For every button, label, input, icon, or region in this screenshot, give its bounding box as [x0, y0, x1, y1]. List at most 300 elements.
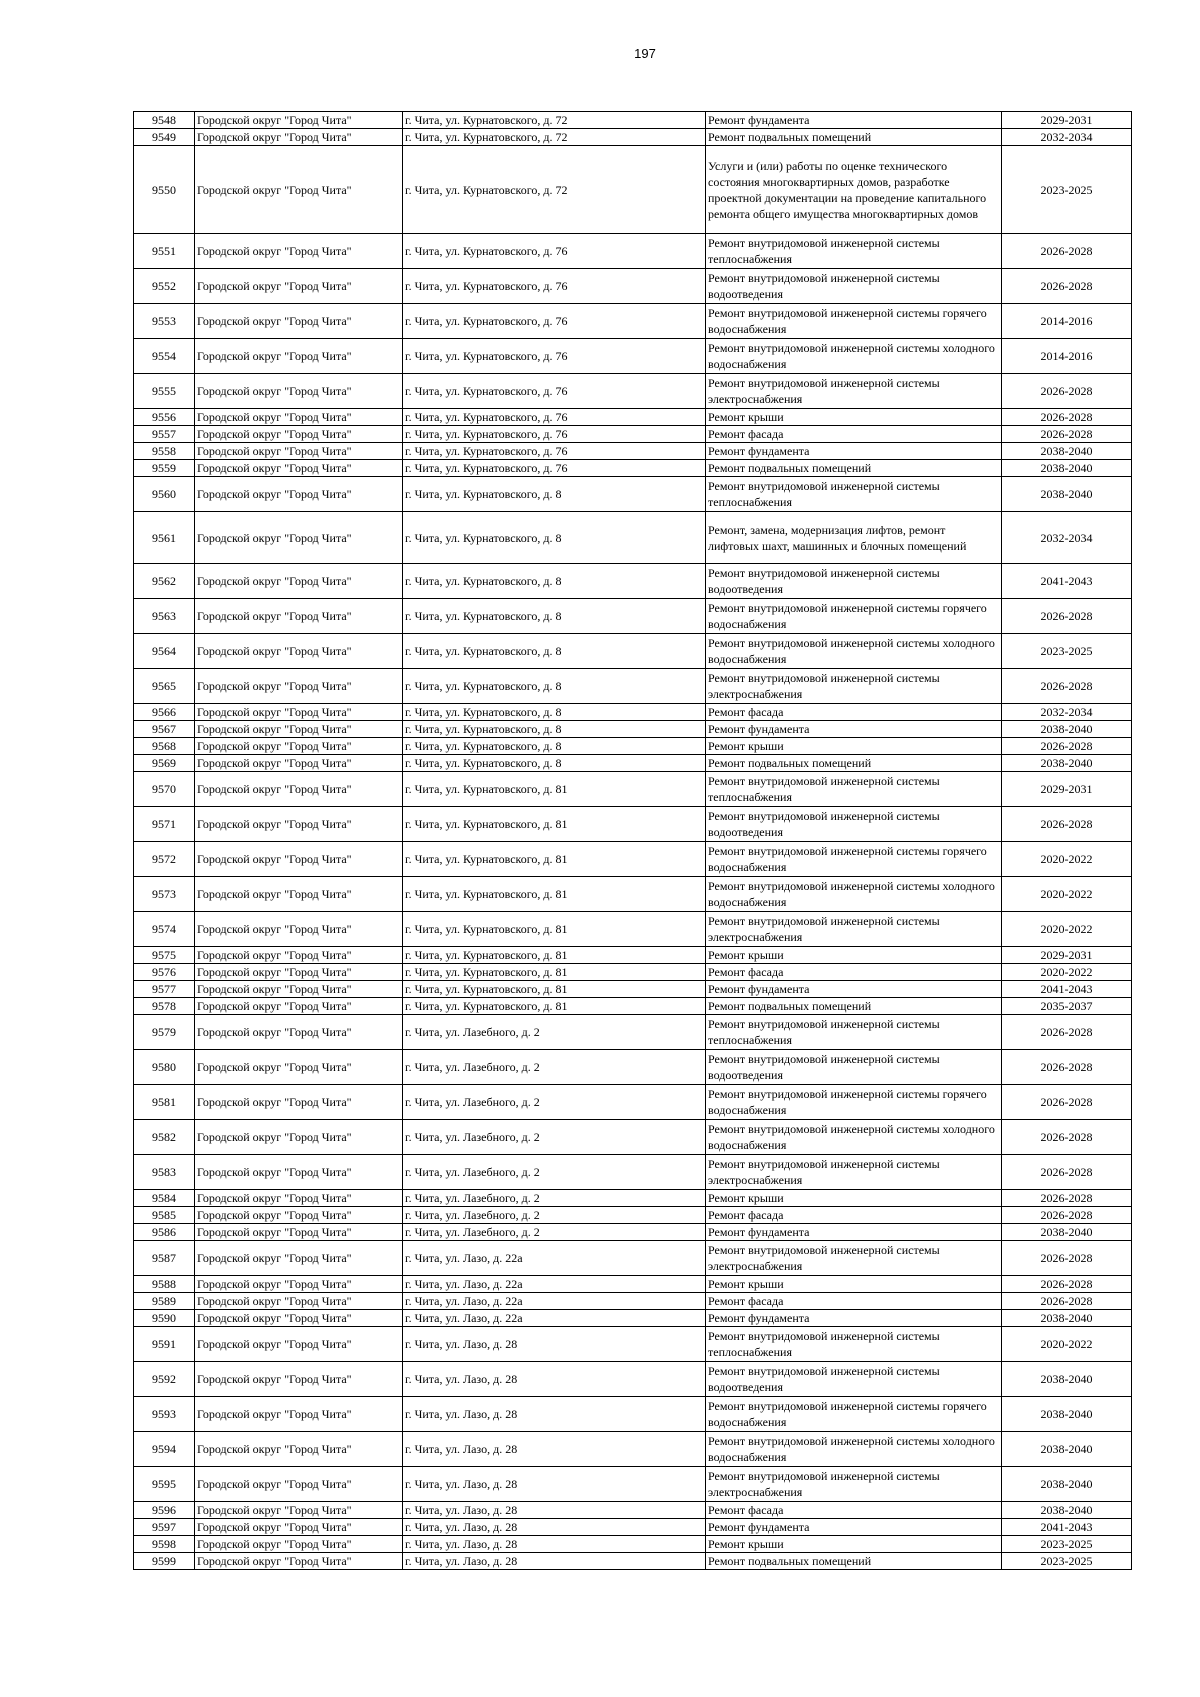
table-row — [134, 1155, 1132, 1190]
address-cell: г. Чита, ул. Курнатовского, д. 81 — [403, 772, 706, 807]
row-number-cell: 9590 — [134, 1310, 195, 1327]
municipality-cell: Городской округ "Город Чита" — [195, 146, 403, 234]
period-cell: 2038-2040 — [1002, 443, 1132, 460]
municipality-cell: Городской округ "Город Чита" — [195, 947, 403, 964]
row-number-cell: 9572 — [134, 842, 195, 877]
work-type-cell: Ремонт внутридомовой инженерной системы холодного водоснабжения — [706, 1120, 1002, 1155]
address-cell: г. Чита, ул. Курнатовского, д. 72 — [403, 146, 706, 234]
period-cell: 2038-2040 — [1002, 1224, 1132, 1241]
table-row — [134, 339, 1132, 374]
table-row — [134, 112, 1132, 129]
municipality-cell: Городской округ "Город Чита" — [195, 1207, 403, 1224]
row-number-cell: 9595 — [134, 1467, 195, 1502]
work-type-cell: Ремонт внутридомовой инженерной системы холодного водоснабжения — [706, 1432, 1002, 1467]
work-type-cell: Ремонт крыши — [706, 1536, 1002, 1553]
address-cell: г. Чита, ул. Курнатовского, д. 76 — [403, 426, 706, 443]
row-number-cell: 9584 — [134, 1190, 195, 1207]
municipality-cell: Городской округ "Город Чита" — [195, 1085, 403, 1120]
period-cell: 2038-2040 — [1002, 755, 1132, 772]
table-row — [134, 409, 1132, 426]
address-cell: г. Чита, ул. Курнатовского, д. 72 — [403, 129, 706, 146]
municipality-cell: Городской округ "Город Чита" — [195, 477, 403, 512]
municipality-cell: Городской округ "Город Чита" — [195, 564, 403, 599]
period-cell: 2026-2028 — [1002, 738, 1132, 755]
period-cell: 2014-2016 — [1002, 304, 1132, 339]
municipality-cell: Городской округ "Город Чита" — [195, 1536, 403, 1553]
address-cell: г. Чита, ул. Лазо, д. 28 — [403, 1502, 706, 1519]
work-type-cell: Ремонт подвальных помещений — [706, 998, 1002, 1015]
address-cell: г. Чита, ул. Курнатовского, д. 8 — [403, 704, 706, 721]
period-cell: 2020-2022 — [1002, 912, 1132, 947]
row-number-cell: 9561 — [134, 512, 195, 564]
period-cell: 2038-2040 — [1002, 477, 1132, 512]
work-type-cell: Ремонт фундамента — [706, 721, 1002, 738]
table-row — [134, 1536, 1132, 1553]
municipality-cell: Городской округ "Город Чита" — [195, 1467, 403, 1502]
work-type-cell: Ремонт фасада — [706, 1293, 1002, 1310]
row-number-cell: 9583 — [134, 1155, 195, 1190]
period-cell: 2038-2040 — [1002, 1432, 1132, 1467]
row-number-cell: 9591 — [134, 1327, 195, 1362]
municipality-cell: Городской округ "Город Чита" — [195, 1519, 403, 1536]
table-row — [134, 129, 1132, 146]
period-cell: 2014-2016 — [1002, 339, 1132, 374]
table-row — [134, 234, 1132, 269]
address-cell: г. Чита, ул. Курнатовского, д. 81 — [403, 947, 706, 964]
row-number-cell: 9553 — [134, 304, 195, 339]
work-type-cell: Ремонт внутридомовой инженерной системы водоотведения — [706, 807, 1002, 842]
table-row — [134, 947, 1132, 964]
municipality-cell: Городской округ "Город Чита" — [195, 755, 403, 772]
address-cell: г. Чита, ул. Курнатовского, д. 81 — [403, 877, 706, 912]
row-number-cell: 9589 — [134, 1293, 195, 1310]
municipality-cell: Городской округ "Город Чита" — [195, 512, 403, 564]
work-type-cell: Ремонт внутридомовой инженерной системы горячего водоснабжения — [706, 304, 1002, 339]
table-row — [134, 146, 1132, 234]
table-row — [134, 912, 1132, 947]
municipality-cell: Городской округ "Город Чита" — [195, 1293, 403, 1310]
municipality-cell: Городской округ "Город Чита" — [195, 234, 403, 269]
address-cell: г. Чита, ул. Лазебного, д. 2 — [403, 1120, 706, 1155]
period-cell: 2026-2028 — [1002, 1155, 1132, 1190]
address-cell: г. Чита, ул. Лазо, д. 28 — [403, 1536, 706, 1553]
period-cell: 2038-2040 — [1002, 721, 1132, 738]
work-type-cell: Ремонт фасада — [706, 1502, 1002, 1519]
address-cell: г. Чита, ул. Лазебного, д. 2 — [403, 1155, 706, 1190]
municipality-cell: Городской округ "Город Чита" — [195, 912, 403, 947]
address-cell: г. Чита, ул. Лазебного, д. 2 — [403, 1085, 706, 1120]
municipality-cell: Городской округ "Город Чита" — [195, 409, 403, 426]
address-cell: г. Чита, ул. Курнатовского, д. 76 — [403, 304, 706, 339]
table-row — [134, 877, 1132, 912]
period-cell: 2038-2040 — [1002, 1502, 1132, 1519]
work-type-cell: Ремонт внутридомовой инженерной системы теплоснабжения — [706, 477, 1002, 512]
work-type-cell: Ремонт внутридомовой инженерной системы электроснабжения — [706, 1155, 1002, 1190]
period-cell: 2026-2028 — [1002, 1241, 1132, 1276]
work-type-cell: Ремонт подвальных помещений — [706, 129, 1002, 146]
municipality-cell: Городской округ "Город Чита" — [195, 599, 403, 634]
municipality-cell: Городской округ "Город Чита" — [195, 807, 403, 842]
work-type-cell: Ремонт внутридомовой инженерной системы холодного водоснабжения — [706, 877, 1002, 912]
table-row — [134, 721, 1132, 738]
municipality-cell: Городской округ "Город Чита" — [195, 634, 403, 669]
municipality-cell: Городской округ "Город Чита" — [195, 772, 403, 807]
period-cell: 2026-2028 — [1002, 409, 1132, 426]
period-cell: 2029-2031 — [1002, 947, 1132, 964]
table-row — [134, 1207, 1132, 1224]
row-number-cell: 9598 — [134, 1536, 195, 1553]
work-type-cell: Ремонт внутридомовой инженерной системы теплоснабжения — [706, 1015, 1002, 1050]
period-cell: 2023-2025 — [1002, 1536, 1132, 1553]
address-cell: г. Чита, ул. Лазо, д. 22а — [403, 1310, 706, 1327]
period-cell: 2032-2034 — [1002, 704, 1132, 721]
table-row — [134, 1241, 1132, 1276]
table-row — [134, 634, 1132, 669]
row-number-cell: 9577 — [134, 981, 195, 998]
work-type-cell: Ремонт внутридомовой инженерной системы холодного водоснабжения — [706, 339, 1002, 374]
municipality-cell: Городской округ "Город Чита" — [195, 998, 403, 1015]
row-number-cell: 9593 — [134, 1397, 195, 1432]
address-cell: г. Чита, ул. Лазо, д. 22а — [403, 1241, 706, 1276]
address-cell: г. Чита, ул. Лазо, д. 28 — [403, 1397, 706, 1432]
period-cell: 2026-2028 — [1002, 1207, 1132, 1224]
work-type-cell: Ремонт крыши — [706, 1276, 1002, 1293]
row-number-cell: 9582 — [134, 1120, 195, 1155]
address-cell: г. Чита, ул. Курнатовского, д. 8 — [403, 477, 706, 512]
municipality-cell: Городской округ "Город Чита" — [195, 269, 403, 304]
municipality-cell: Городской округ "Город Чита" — [195, 129, 403, 146]
table-row — [134, 374, 1132, 409]
table-row — [134, 1224, 1132, 1241]
municipality-cell: Городской округ "Город Чита" — [195, 1397, 403, 1432]
address-cell: г. Чита, ул. Лазо, д. 28 — [403, 1432, 706, 1467]
table-row — [134, 1085, 1132, 1120]
municipality-cell: Городской округ "Город Чита" — [195, 1276, 403, 1293]
period-cell: 2026-2028 — [1002, 1050, 1132, 1085]
row-number-cell: 9559 — [134, 460, 195, 477]
period-cell: 2026-2028 — [1002, 1120, 1132, 1155]
period-cell: 2020-2022 — [1002, 964, 1132, 981]
row-number-cell: 9564 — [134, 634, 195, 669]
municipality-cell: Городской округ "Город Чита" — [195, 1432, 403, 1467]
row-number-cell: 9581 — [134, 1085, 195, 1120]
work-type-cell: Ремонт фасада — [706, 1207, 1002, 1224]
table-row — [134, 1467, 1132, 1502]
municipality-cell: Городской округ "Город Чита" — [195, 426, 403, 443]
work-type-cell: Ремонт фасада — [706, 964, 1002, 981]
table-row — [134, 964, 1132, 981]
row-number-cell: 9587 — [134, 1241, 195, 1276]
work-type-cell: Ремонт фундамента — [706, 1224, 1002, 1241]
municipality-cell: Городской округ "Город Чита" — [195, 1050, 403, 1085]
municipality-cell: Городской округ "Город Чита" — [195, 1190, 403, 1207]
table-row — [134, 477, 1132, 512]
row-number-cell: 9554 — [134, 339, 195, 374]
table-row — [134, 1432, 1132, 1467]
period-cell: 2029-2031 — [1002, 112, 1132, 129]
municipality-cell: Городской округ "Город Чита" — [195, 339, 403, 374]
table-row — [134, 1553, 1132, 1570]
table-row — [134, 1293, 1132, 1310]
address-cell: г. Чита, ул. Курнатовского, д. 8 — [403, 721, 706, 738]
work-type-cell: Ремонт внутридомовой инженерной системы теплоснабжения — [706, 772, 1002, 807]
row-number-cell: 9548 — [134, 112, 195, 129]
repair-schedule-table — [133, 111, 1132, 1570]
table-row — [134, 1502, 1132, 1519]
period-cell: 2032-2034 — [1002, 512, 1132, 564]
work-type-cell: Ремонт внутридомовой инженерной системы горячего водоснабжения — [706, 1085, 1002, 1120]
work-type-cell: Ремонт фундамента — [706, 112, 1002, 129]
row-number-cell: 9549 — [134, 129, 195, 146]
table-row — [134, 704, 1132, 721]
address-cell: г. Чита, ул. Лазебного, д. 2 — [403, 1224, 706, 1241]
period-cell: 2041-2043 — [1002, 564, 1132, 599]
work-type-cell: Ремонт внутридомовой инженерной системы водоотведения — [706, 269, 1002, 304]
period-cell: 2026-2028 — [1002, 669, 1132, 704]
address-cell: г. Чита, ул. Лазо, д. 28 — [403, 1553, 706, 1570]
municipality-cell: Городской округ "Город Чита" — [195, 704, 403, 721]
row-number-cell: 9556 — [134, 409, 195, 426]
address-cell: г. Чита, ул. Лазебного, д. 2 — [403, 1207, 706, 1224]
period-cell: 2026-2028 — [1002, 1190, 1132, 1207]
work-type-cell: Ремонт подвальных помещений — [706, 460, 1002, 477]
table-row — [134, 1327, 1132, 1362]
municipality-cell: Городской округ "Город Чита" — [195, 1553, 403, 1570]
address-cell: г. Чита, ул. Курнатовского, д. 81 — [403, 981, 706, 998]
municipality-cell: Городской округ "Город Чита" — [195, 1362, 403, 1397]
row-number-cell: 9558 — [134, 443, 195, 460]
address-cell: г. Чита, ул. Курнатовского, д. 76 — [403, 409, 706, 426]
work-type-cell: Ремонт внутридомовой инженерной системы водоотведения — [706, 1050, 1002, 1085]
row-number-cell: 9569 — [134, 755, 195, 772]
row-number-cell: 9596 — [134, 1502, 195, 1519]
row-number-cell: 9568 — [134, 738, 195, 755]
address-cell: г. Чита, ул. Курнатовского, д. 81 — [403, 964, 706, 981]
work-type-cell: Ремонт крыши — [706, 1190, 1002, 1207]
work-type-cell: Ремонт крыши — [706, 738, 1002, 755]
work-type-cell: Ремонт фундамента — [706, 443, 1002, 460]
address-cell: г. Чита, ул. Курнатовского, д. 76 — [403, 460, 706, 477]
work-type-cell: Ремонт фасада — [706, 704, 1002, 721]
address-cell: г. Чита, ул. Курнатовского, д. 76 — [403, 234, 706, 269]
row-number-cell: 9562 — [134, 564, 195, 599]
row-number-cell: 9566 — [134, 704, 195, 721]
row-number-cell: 9555 — [134, 374, 195, 409]
municipality-cell: Городской округ "Город Чита" — [195, 1120, 403, 1155]
row-number-cell: 9576 — [134, 964, 195, 981]
municipality-cell: Городской округ "Город Чита" — [195, 304, 403, 339]
work-type-cell: Ремонт фундамента — [706, 1519, 1002, 1536]
address-cell: г. Чита, ул. Курнатовского, д. 72 — [403, 112, 706, 129]
row-number-cell: 9586 — [134, 1224, 195, 1241]
address-cell: г. Чита, ул. Курнатовского, д. 81 — [403, 807, 706, 842]
work-type-cell: Ремонт подвальных помещений — [706, 755, 1002, 772]
table-row — [134, 738, 1132, 755]
row-number-cell: 9579 — [134, 1015, 195, 1050]
table-row — [134, 426, 1132, 443]
row-number-cell: 9571 — [134, 807, 195, 842]
period-cell: 2023-2025 — [1002, 634, 1132, 669]
address-cell: г. Чита, ул. Лазо, д. 22а — [403, 1293, 706, 1310]
municipality-cell: Городской округ "Город Чита" — [195, 738, 403, 755]
municipality-cell: Городской округ "Город Чита" — [195, 112, 403, 129]
address-cell: г. Чита, ул. Курнатовского, д. 8 — [403, 738, 706, 755]
work-type-cell: Ремонт внутридомовой инженерной системы электроснабжения — [706, 374, 1002, 409]
work-type-cell: Ремонт подвальных помещений — [706, 1553, 1002, 1570]
table-row — [134, 1190, 1132, 1207]
address-cell: г. Чита, ул. Курнатовского, д. 8 — [403, 564, 706, 599]
row-number-cell: 9565 — [134, 669, 195, 704]
row-number-cell: 9552 — [134, 269, 195, 304]
table-row — [134, 1050, 1132, 1085]
address-cell: г. Чита, ул. Лазо, д. 28 — [403, 1467, 706, 1502]
table-row — [134, 1310, 1132, 1327]
address-cell: г. Чита, ул. Лазо, д. 28 — [403, 1362, 706, 1397]
municipality-cell: Городской округ "Город Чита" — [195, 1241, 403, 1276]
row-number-cell: 9585 — [134, 1207, 195, 1224]
municipality-cell: Городской округ "Город Чита" — [195, 721, 403, 738]
address-cell: г. Чита, ул. Курнатовского, д. 76 — [403, 269, 706, 304]
municipality-cell: Городской округ "Город Чита" — [195, 1224, 403, 1241]
address-cell: г. Чита, ул. Курнатовского, д. 8 — [403, 669, 706, 704]
period-cell: 2035-2037 — [1002, 998, 1132, 1015]
municipality-cell: Городской округ "Город Чита" — [195, 1310, 403, 1327]
work-type-cell: Ремонт внутридомовой инженерной системы холодного водоснабжения — [706, 634, 1002, 669]
address-cell: г. Чита, ул. Лазо, д. 28 — [403, 1327, 706, 1362]
row-number-cell: 9599 — [134, 1553, 195, 1570]
address-cell: г. Чита, ул. Курнатовского, д. 76 — [403, 374, 706, 409]
period-cell: 2026-2028 — [1002, 269, 1132, 304]
row-number-cell: 9560 — [134, 477, 195, 512]
address-cell: г. Чита, ул. Лазебного, д. 2 — [403, 1015, 706, 1050]
work-type-cell: Ремонт фасада — [706, 426, 1002, 443]
work-type-cell: Ремонт внутридомовой инженерной системы водоотведения — [706, 1362, 1002, 1397]
row-number-cell: 9575 — [134, 947, 195, 964]
table-row — [134, 669, 1132, 704]
period-cell: 2041-2043 — [1002, 981, 1132, 998]
period-cell: 2026-2028 — [1002, 807, 1132, 842]
period-cell: 2038-2040 — [1002, 1397, 1132, 1432]
address-cell: г. Чита, ул. Лазебного, д. 2 — [403, 1190, 706, 1207]
municipality-cell: Городской округ "Город Чита" — [195, 877, 403, 912]
work-type-cell: Ремонт внутридомовой инженерной системы водоотведения — [706, 564, 1002, 599]
table-row — [134, 1397, 1132, 1432]
address-cell: г. Чита, ул. Лазебного, д. 2 — [403, 1050, 706, 1085]
work-type-cell: Ремонт внутридомовой инженерной системы электроснабжения — [706, 669, 1002, 704]
row-number-cell: 9557 — [134, 426, 195, 443]
table-row — [134, 772, 1132, 807]
table-row — [134, 599, 1132, 634]
period-cell: 2023-2025 — [1002, 146, 1132, 234]
address-cell: г. Чита, ул. Лазо, д. 28 — [403, 1519, 706, 1536]
work-type-cell: Ремонт внутридомовой инженерной системы горячего водоснабжения — [706, 842, 1002, 877]
row-number-cell: 9550 — [134, 146, 195, 234]
period-cell: 2026-2028 — [1002, 234, 1132, 269]
period-cell: 2026-2028 — [1002, 1276, 1132, 1293]
period-cell: 2026-2028 — [1002, 426, 1132, 443]
work-type-cell: Услуги и (или) работы по оценке технического состояния многоквартирных домов, разработке проектной документации на проведение капитального ремонта общего имущества многоквартирных домов — [706, 146, 1002, 234]
municipality-cell: Городской округ "Город Чита" — [195, 1502, 403, 1519]
municipality-cell: Городской округ "Город Чита" — [195, 1015, 403, 1050]
address-cell: г. Чита, ул. Курнатовского, д. 81 — [403, 842, 706, 877]
work-type-cell: Ремонт внутридомовой инженерной системы горячего водоснабжения — [706, 599, 1002, 634]
period-cell: 2026-2028 — [1002, 599, 1132, 634]
address-cell: г. Чита, ул. Лазо, д. 22а — [403, 1276, 706, 1293]
table-row — [134, 269, 1132, 304]
row-number-cell: 9597 — [134, 1519, 195, 1536]
table-row — [134, 460, 1132, 477]
municipality-cell: Городской округ "Город Чита" — [195, 460, 403, 477]
table-body — [134, 112, 1132, 1570]
row-number-cell: 9563 — [134, 599, 195, 634]
table-row — [134, 512, 1132, 564]
table-row — [134, 443, 1132, 460]
table-row — [134, 998, 1132, 1015]
work-type-cell: Ремонт внутридомовой инженерной системы электроснабжения — [706, 1467, 1002, 1502]
municipality-cell: Городской округ "Город Чита" — [195, 669, 403, 704]
table-row — [134, 1519, 1132, 1536]
row-number-cell: 9592 — [134, 1362, 195, 1397]
table-row — [134, 981, 1132, 998]
municipality-cell: Городской округ "Город Чита" — [195, 1155, 403, 1190]
period-cell: 2032-2034 — [1002, 129, 1132, 146]
row-number-cell: 9580 — [134, 1050, 195, 1085]
row-number-cell: 9594 — [134, 1432, 195, 1467]
address-cell: г. Чита, ул. Курнатовского, д. 76 — [403, 339, 706, 374]
period-cell: 2020-2022 — [1002, 877, 1132, 912]
period-cell: 2020-2022 — [1002, 842, 1132, 877]
work-type-cell: Ремонт внутридомовой инженерной системы теплоснабжения — [706, 234, 1002, 269]
period-cell: 2026-2028 — [1002, 1015, 1132, 1050]
row-number-cell: 9551 — [134, 234, 195, 269]
period-cell: 2038-2040 — [1002, 1310, 1132, 1327]
table-row — [134, 304, 1132, 339]
table-row — [134, 1362, 1132, 1397]
address-cell: г. Чита, ул. Курнатовского, д. 8 — [403, 512, 706, 564]
row-number-cell: 9574 — [134, 912, 195, 947]
period-cell: 2029-2031 — [1002, 772, 1132, 807]
address-cell: г. Чита, ул. Курнатовского, д. 76 — [403, 443, 706, 460]
period-cell: 2026-2028 — [1002, 374, 1132, 409]
table-row — [134, 564, 1132, 599]
work-type-cell: Ремонт крыши — [706, 409, 1002, 426]
work-type-cell: Ремонт крыши — [706, 947, 1002, 964]
municipality-cell: Городской округ "Город Чита" — [195, 443, 403, 460]
row-number-cell: 9567 — [134, 721, 195, 738]
work-type-cell: Ремонт внутридомовой инженерной системы теплоснабжения — [706, 1327, 1002, 1362]
table-row — [134, 807, 1132, 842]
period-cell: 2026-2028 — [1002, 1085, 1132, 1120]
address-cell: г. Чита, ул. Курнатовского, д. 8 — [403, 634, 706, 669]
municipality-cell: Городской округ "Город Чита" — [195, 374, 403, 409]
municipality-cell: Городской округ "Город Чита" — [195, 964, 403, 981]
period-cell: 2038-2040 — [1002, 1467, 1132, 1502]
period-cell: 2020-2022 — [1002, 1327, 1132, 1362]
table-row — [134, 1015, 1132, 1050]
work-type-cell: Ремонт, замена, модернизация лифтов, ремонт лифтовых шахт, машинных и блочных помещений — [706, 512, 1002, 564]
period-cell: 2038-2040 — [1002, 1362, 1132, 1397]
table-row — [134, 755, 1132, 772]
row-number-cell: 9588 — [134, 1276, 195, 1293]
row-number-cell: 9573 — [134, 877, 195, 912]
period-cell: 2038-2040 — [1002, 460, 1132, 477]
address-cell: г. Чита, ул. Курнатовского, д. 81 — [403, 912, 706, 947]
row-number-cell: 9578 — [134, 998, 195, 1015]
page-number: 197 — [634, 46, 656, 61]
address-cell: г. Чита, ул. Курнатовского, д. 81 — [403, 998, 706, 1015]
period-cell: 2041-2043 — [1002, 1519, 1132, 1536]
address-cell: г. Чита, ул. Курнатовского, д. 8 — [403, 755, 706, 772]
